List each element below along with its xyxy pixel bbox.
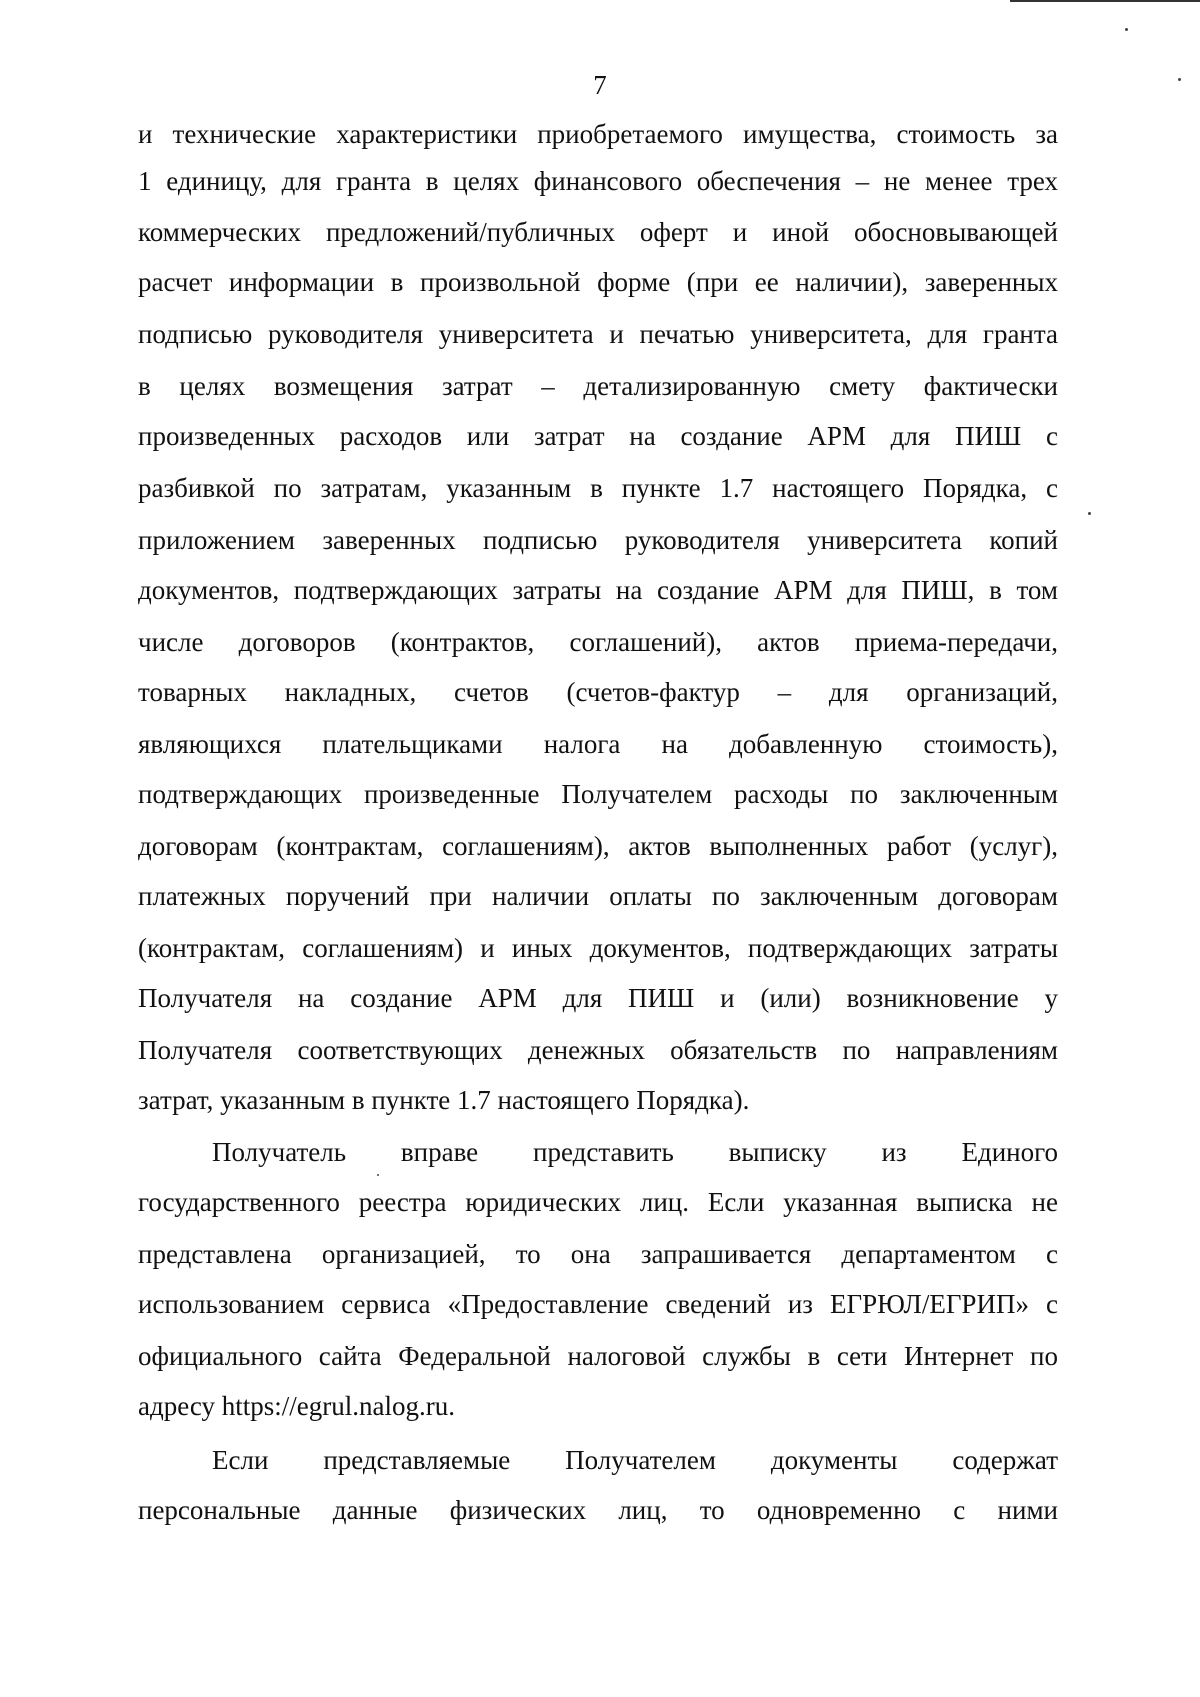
top-edge-rule	[1010, 0, 1200, 2]
text-line: использованием сервиса «Предоставление сведений из ЕГРЮЛ/ЕГРИП» с	[138, 1289, 1058, 1319]
text-line: персональные данные физических лиц, то одновременно с ними	[138, 1495, 1058, 1525]
text-line: произведенных расходов или затрат на создание АРМ для ПИШ с	[138, 421, 1058, 451]
text-line: подписью руководителя университета и печатью университета, для гранта	[138, 319, 1058, 349]
text-line: товарных накладных, счетов (счетов-фактур – для организаций,	[138, 677, 1058, 707]
text-line: приложением заверенных подписью руководителя университета копий	[138, 525, 1058, 555]
text-line: платежных поручений при наличии оплаты по заключенным договорам	[138, 881, 1058, 911]
text-line: затрат, указанным в пункте 1.7 настоящего Порядка).	[138, 1085, 750, 1115]
text-line: являющихся плательщиками налога на добавленную стоимость),	[138, 729, 1058, 759]
text-line: разбивкой по затратам, указанным в пункте 1.7 настоящего Порядка, с	[138, 473, 1058, 503]
text-line: (контрактам, соглашениям) и иных документов, подтверждающих затраты	[138, 933, 1058, 963]
scan-speck	[1088, 512, 1091, 515]
text-line: числе договоров (контрактов, соглашений), актов приема-передачи,	[138, 627, 1058, 657]
text-line: и технические характеристики приобретаемого имущества, стоимость за	[138, 119, 1058, 149]
text-line: в целях возмещения затрат – детализированную смету фактически	[138, 371, 1058, 401]
scan-speck	[1125, 28, 1128, 31]
text-line: расчет информации в произвольной форме (при ее наличии), заверенных	[138, 267, 1058, 297]
scan-speck	[377, 1174, 379, 1176]
text-line: подтверждающих произведенные Получателем расходы по заключенным	[138, 779, 1058, 809]
page-number: 7	[593, 70, 607, 100]
text-line: Получателя соответствующих денежных обязательств по направлениям	[138, 1035, 1058, 1065]
text-line: государственного реестра юридических лиц. Если указанная выписка не	[138, 1187, 1058, 1217]
text-line: договорам (контрактам, соглашениям), актов выполненных работ (услуг),	[138, 831, 1058, 861]
text-line: 1 единицу, для гранта в целях финансового обеспечения – не менее трех	[138, 166, 1058, 196]
text-line: документов, подтверждающих затраты на создание АРМ для ПИШ, в том	[138, 575, 1058, 605]
text-line: Получателя на создание АРМ для ПИШ и (или) возникновение у	[138, 983, 1058, 1013]
text-line: представлена организацией, то она запрашивается департаментом с	[138, 1239, 1058, 1269]
text-line: Получатель вправе представить выписку из Единого	[212, 1137, 1058, 1167]
text-line: официального сайта Федеральной налоговой службы в сети Интернет по	[138, 1341, 1058, 1371]
text-line: Если представляемые Получателем документы содержат	[212, 1445, 1058, 1475]
text-line: коммерческих предложений/публичных оферт и иной обосновывающей	[138, 217, 1058, 247]
text-line: адресу https://egrul.nalog.ru.	[138, 1391, 455, 1421]
